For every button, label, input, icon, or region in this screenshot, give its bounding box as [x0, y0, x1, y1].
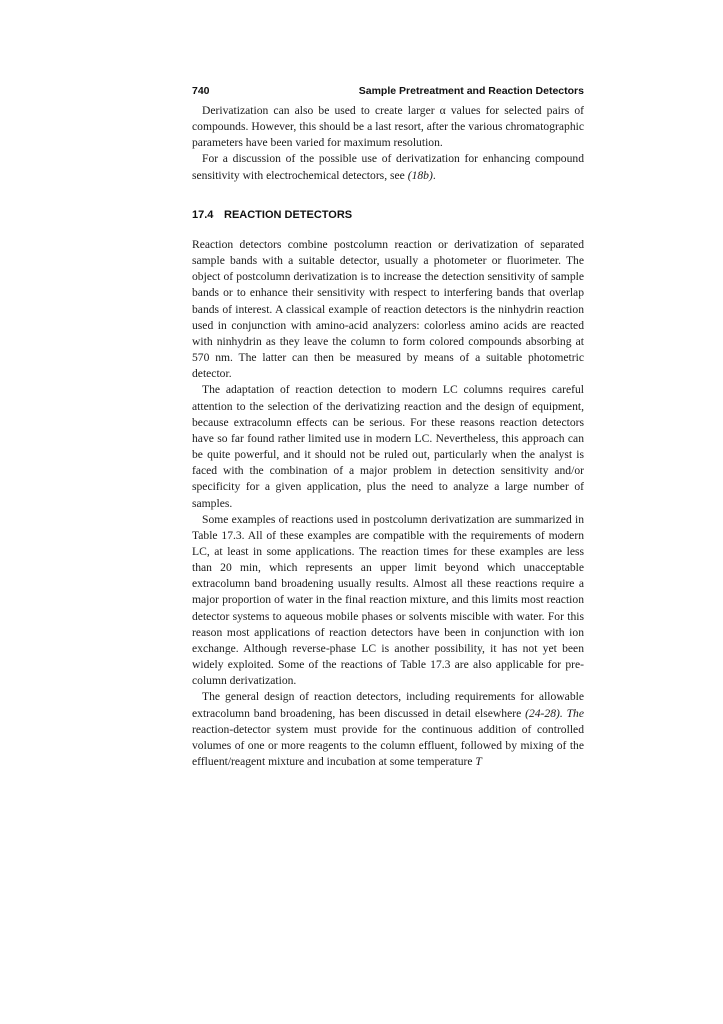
- body-paragraph-2: The adaptation of reaction detection to modern LC columns requires careful attention to the selection of the derivatizing reaction and the design of equipment, because extracolumn effects can be serious. For these reasons reaction detectors have so far found rather limited use in modern LC. Nevertheless, this approach can be quite powerful, and it should not be ruled out, particularly when the analyst is faced with the combination of a major problem in detection sensitivity and/or specificity for a given application, plus the need to analyze a large number of samples.: [192, 383, 584, 510]
- intro-text: [192, 103, 584, 184]
- section-title: REACTION DETECTORS: [224, 209, 353, 221]
- intro-paragraph-1: Derivatization can also be used to create larger α values for selected pairs of compounds. However, this should be a last resort, after the various chromatographic parameters have been varied for maximum resolution.: [192, 104, 584, 150]
- body-paragraph-4: [192, 689, 584, 770]
- section-body: [192, 237, 584, 770]
- running-title: Sample Pretreatment and Reaction Detectors: [358, 85, 584, 97]
- section-heading: [192, 209, 584, 221]
- citation-24-28: (24-28).: [525, 706, 563, 720]
- intro-p2-text: For a discussion of the possible use of derivatization for enhancing compound sensitivity with electrochemical detectors, see: [192, 152, 584, 182]
- intro-paragraph-2: [192, 151, 584, 183]
- body-p4-text: The general design of reaction detectors, including requirements for allowable extracolumn band broadening, has been discussed in detail elsewhere: [192, 690, 584, 720]
- intro-p2-end: .: [432, 168, 436, 182]
- page-number: 740: [192, 85, 210, 97]
- body-paragraph-3: Some examples of reactions used in postcolumn derivatization are summarized in Table 17.3. All of these examples are compatible with the requirements of modern LC, at least in some applications. The reaction times for these examples are less than 20 min, which represents an upper limit beyond which unacceptable extracolumn band broadening usually results. Almost all these reactions require a major proportion of water in the final reaction mixture, and this limits most reaction detector systems to aqueous mobile phases or solvents miscible with water. For this reason most applications of reaction detectors have been in conjunction with ion exchange. Although reverse-phase LC is another possibility, it has not yet been widely exploited. Some of the reactions of Table 17.3 are also applicable for pre-column derivatization.: [192, 512, 584, 688]
- section-number: 17.4: [192, 209, 214, 221]
- body-paragraph-1: Reaction detectors combine postcolumn reaction or derivatization of separated sample bands with a suitable detector, usually a photometer or fluorimeter. The object of postcolumn derivatization is to increase the detection sensitivity of sample bands or to enhance their sensitivity with respect to interfering bands that overlap bands of interest. A classical example of reaction detectors is the ninhydrin reaction used in conjunction with amino-acid analyzers: colorless amino acids are reacted with ninhydrin as they leave the column to form colored compounds absorbing at 570 nm. The latter can then be measured by means of a suitable photometric detector.: [192, 238, 584, 381]
- temperature-variable: T: [475, 755, 482, 768]
- citation-18b: (18b): [407, 168, 433, 182]
- body-p4-the: The: [566, 706, 584, 720]
- page-header: [192, 85, 584, 101]
- body-p4-rest: reaction-detector system must provide for the continuous addition of controlled volumes of one or more reagents to the column effluent, followed by mixing of the effluent/reagent mixture and incubation at some temperature: [192, 722, 584, 768]
